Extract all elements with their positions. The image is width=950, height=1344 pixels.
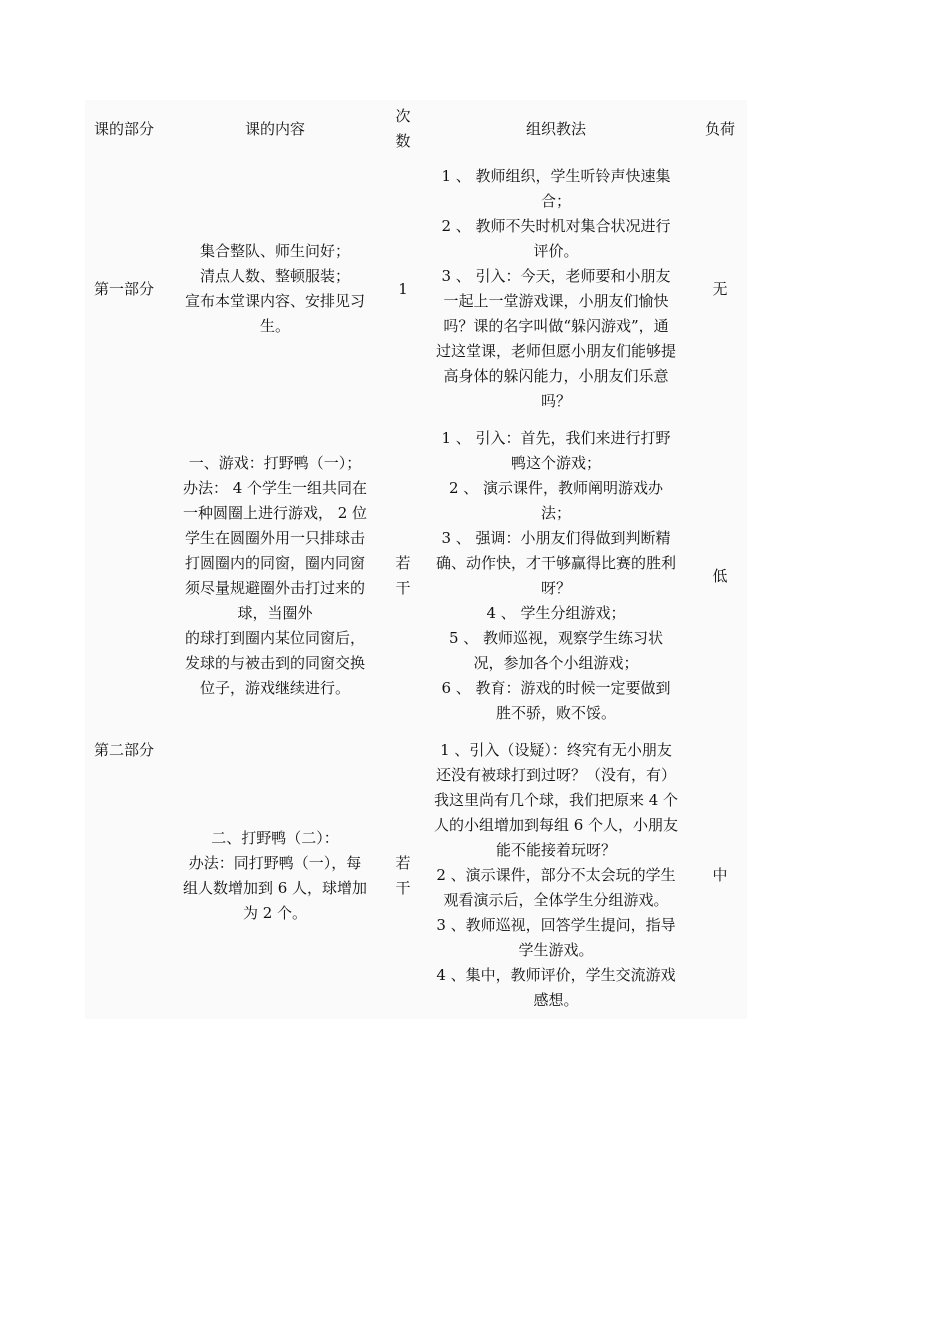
content-line: 须尽量规避圈外击打过来的 bbox=[184, 579, 365, 597]
method-line: 1 、 引入：首先，我们来进行打野 bbox=[441, 429, 671, 447]
method-line: 我这里尚有几个球，我们把原来 4 个 bbox=[433, 791, 679, 809]
header-load: 负荷 bbox=[704, 119, 735, 138]
count-cell: 1 bbox=[398, 279, 408, 298]
header-count-line: 数 bbox=[395, 132, 411, 150]
table-row bbox=[85, 158, 747, 420]
method-line: 1 、引入（设疑）：终究有无小朋友 bbox=[440, 741, 672, 759]
method-line: 4 、 学生分组游戏； bbox=[486, 604, 626, 622]
method-line: 感想。 bbox=[533, 991, 579, 1009]
method-line: 法； bbox=[540, 504, 571, 522]
count-line: 若 bbox=[395, 853, 411, 872]
method-line: 一起上一堂游戏课，小朋友们愉快 bbox=[443, 292, 669, 310]
content-line: 生。 bbox=[259, 317, 290, 335]
method-line: 胜不骄，败不馁。 bbox=[495, 704, 616, 722]
method-line: 吗？ bbox=[540, 392, 571, 410]
content-line: 集合整队、师生问好； bbox=[199, 242, 350, 260]
count-line: 若 bbox=[395, 554, 411, 572]
content-line: 清点人数、整顿服装； bbox=[199, 267, 350, 285]
method-line: 过这堂课，老师但愿小朋友们能够提 bbox=[435, 342, 676, 360]
load-cell: 低 bbox=[712, 566, 728, 585]
content-line: 办法： 4 个学生一组共同在 bbox=[182, 479, 368, 497]
header-content: 课的内容 bbox=[244, 119, 305, 138]
content-line: 二、打野鸭（二）： bbox=[211, 828, 339, 847]
method-line: 呀？ bbox=[540, 579, 571, 597]
content-line: 球，当圈外 bbox=[237, 604, 313, 622]
method-cell bbox=[419, 420, 693, 732]
method-line: 人的小组增加到每组 6 个人，小朋友 bbox=[433, 816, 679, 834]
method-line: 2 、演示课件，部分不太会玩的学生 bbox=[436, 866, 676, 884]
content-line: 的球打到圈内某位同窗后， bbox=[184, 629, 365, 647]
method-line: 还没有被球打到过呀？（没有，有） bbox=[435, 766, 676, 784]
method-line: 3 、 引入：今天，老师要和小朋友 bbox=[441, 267, 671, 285]
method-line: 2 、 教师不失时机对集合状况进行 bbox=[441, 217, 671, 235]
load-cell: 中 bbox=[712, 866, 728, 884]
method-line: 合； bbox=[540, 192, 571, 210]
table-row bbox=[85, 732, 747, 1019]
method-line: 6 、 教育：游戏的时候一定要做到 bbox=[441, 679, 671, 697]
content-line: 发球的与被击到的同窗交换 bbox=[184, 654, 365, 672]
method-cell bbox=[419, 732, 693, 1019]
method-line: 况，参加各个小组游戏； bbox=[473, 654, 639, 672]
method-line: 高身体的躲闪能力，小朋友们乐意 bbox=[443, 367, 669, 385]
header-count-line: 次 bbox=[395, 107, 411, 125]
method-line: 学生游戏。 bbox=[518, 941, 594, 959]
method-line: 3 、 强调：小朋友们得做到判断精 bbox=[441, 529, 671, 547]
content-line: 一种圆圈上进行游戏， 2 位 bbox=[182, 504, 368, 522]
count-line: 干 bbox=[395, 579, 411, 597]
method-line: 2 、 演示课件，教师阐明游戏办 bbox=[448, 479, 664, 497]
content-line: 学生在圆圈外用一只排球击 bbox=[184, 529, 365, 547]
method-line: 评价。 bbox=[533, 242, 579, 260]
method-cell bbox=[419, 158, 693, 420]
method-line: 鸭这个游戏； bbox=[510, 454, 601, 472]
method-line: 1 、 教师组织，学生听铃声快速集 bbox=[441, 167, 671, 185]
method-line: 吗？课的名字叫做“躲闪游戏”，通 bbox=[443, 317, 669, 335]
content-line: 位子，游戏继续进行。 bbox=[199, 679, 350, 697]
content-cell bbox=[163, 732, 387, 1019]
lesson-plan-table bbox=[85, 100, 747, 1019]
method-line: 能不能接着玩呀？ bbox=[495, 841, 616, 859]
header-method: 组织教法 bbox=[525, 119, 586, 138]
header-row bbox=[85, 100, 747, 158]
method-line: 3 、教师巡视，回答学生提问，指导 bbox=[436, 916, 676, 934]
content-line: 办法：同打野鸭（一），每 bbox=[188, 853, 362, 872]
table-row bbox=[85, 420, 747, 732]
header-count bbox=[387, 100, 419, 158]
content-line: 组人数增加到 6 人，球增加 bbox=[182, 878, 368, 897]
part-cell: 第二部分 bbox=[93, 741, 154, 759]
header-part: 课的部分 bbox=[93, 119, 154, 138]
content-line: 宣布本堂课内容、安排见习 bbox=[184, 292, 365, 310]
content-line: 为 2 个。 bbox=[242, 903, 308, 922]
count-cell bbox=[387, 420, 419, 732]
count-line: 干 bbox=[395, 878, 411, 897]
method-line: 4 、集中，教师评价，学生交流游戏 bbox=[436, 966, 676, 984]
method-line: 确、动作快，才干够赢得比赛的胜利 bbox=[435, 554, 676, 572]
load-cell: 无 bbox=[712, 279, 728, 298]
content-cell bbox=[163, 158, 387, 420]
content-line: 打圆圈内的同窗，圈内同窗 bbox=[184, 554, 365, 572]
method-line: 5 、 教师巡视，观察学生练习状 bbox=[448, 629, 664, 647]
method-line: 观看演示后，全体学生分组游戏。 bbox=[443, 891, 669, 909]
count-cell bbox=[387, 732, 419, 1019]
content-cell bbox=[163, 420, 387, 732]
content-line: 一、游戏：打野鸭（一）； bbox=[188, 454, 362, 472]
part-cell: 第一部分 bbox=[93, 279, 154, 298]
